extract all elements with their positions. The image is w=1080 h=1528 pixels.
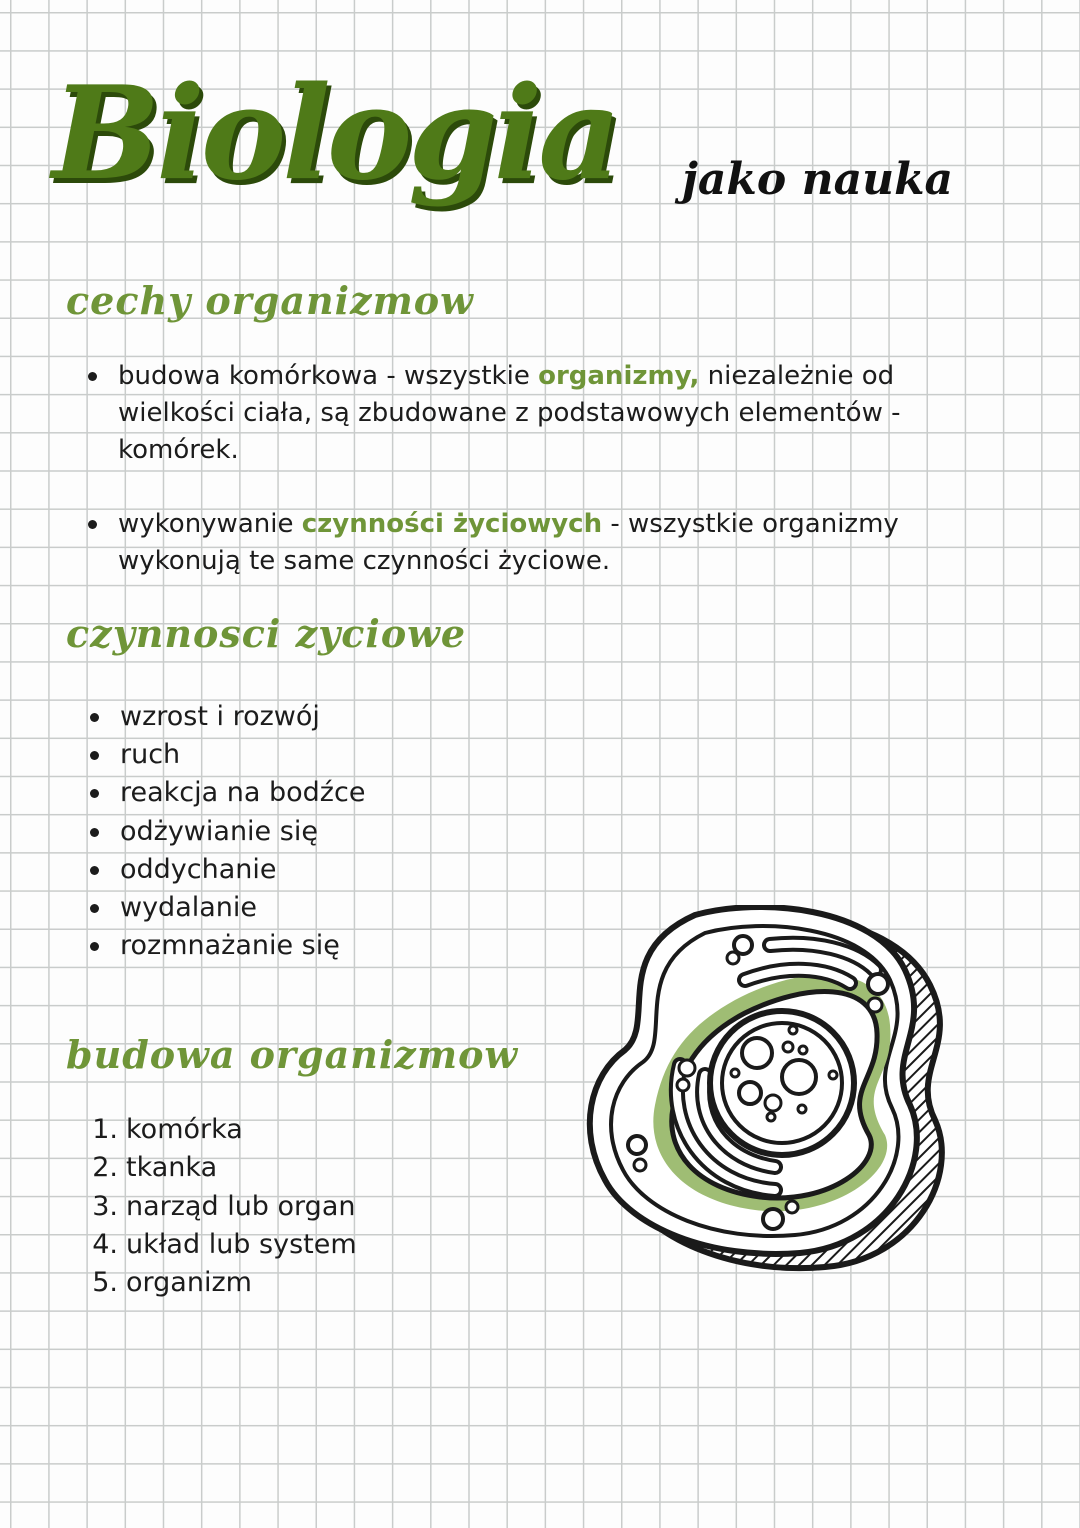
page-subtitle: jako nauka xyxy=(682,154,954,205)
list-item: wzrost i rozwój xyxy=(120,698,365,736)
list-item: oddychanie xyxy=(120,851,365,889)
highlight-term: organizmy, xyxy=(538,361,700,391)
list-item: rozmnażanie się xyxy=(120,927,365,965)
list-item: 4. układ lub system xyxy=(92,1228,357,1260)
life-functions-list xyxy=(120,698,365,965)
list-item: odżywianie się xyxy=(120,813,365,851)
feature-item: budowa komórkowa - wszystkie organizmy, niezależnie od wielkości ciała, są zbudowane z podstawowych elementów - komórek. xyxy=(118,358,1018,469)
list-item: 1. komórka xyxy=(92,1114,243,1145)
list-item: 2. tkanka xyxy=(92,1152,218,1184)
feature-item: wykonywanie czynności życiowych - wszystkie organizmy wykonują te same czynności życiowe. xyxy=(118,506,1018,580)
heading-life-functions: czynnosci zyciowe xyxy=(66,611,467,656)
heading-features: cechy organizmow xyxy=(66,278,474,323)
highlight-term: czynności życiowych xyxy=(301,509,603,539)
cell-illustration-icon xyxy=(585,905,965,1285)
features-list xyxy=(118,358,1018,580)
list-item: 5. organizm xyxy=(92,1267,252,1299)
structure-list xyxy=(86,1111,357,1302)
list-item: ruch xyxy=(120,736,365,774)
list-item: wydalanie xyxy=(120,889,365,927)
heading-structure: budowa organizmow xyxy=(66,1032,519,1077)
list-item: 3. narząd lub organ xyxy=(92,1190,356,1222)
list-item: reakcja na bodźce xyxy=(120,774,365,812)
page-title: Biologia xyxy=(52,59,618,209)
